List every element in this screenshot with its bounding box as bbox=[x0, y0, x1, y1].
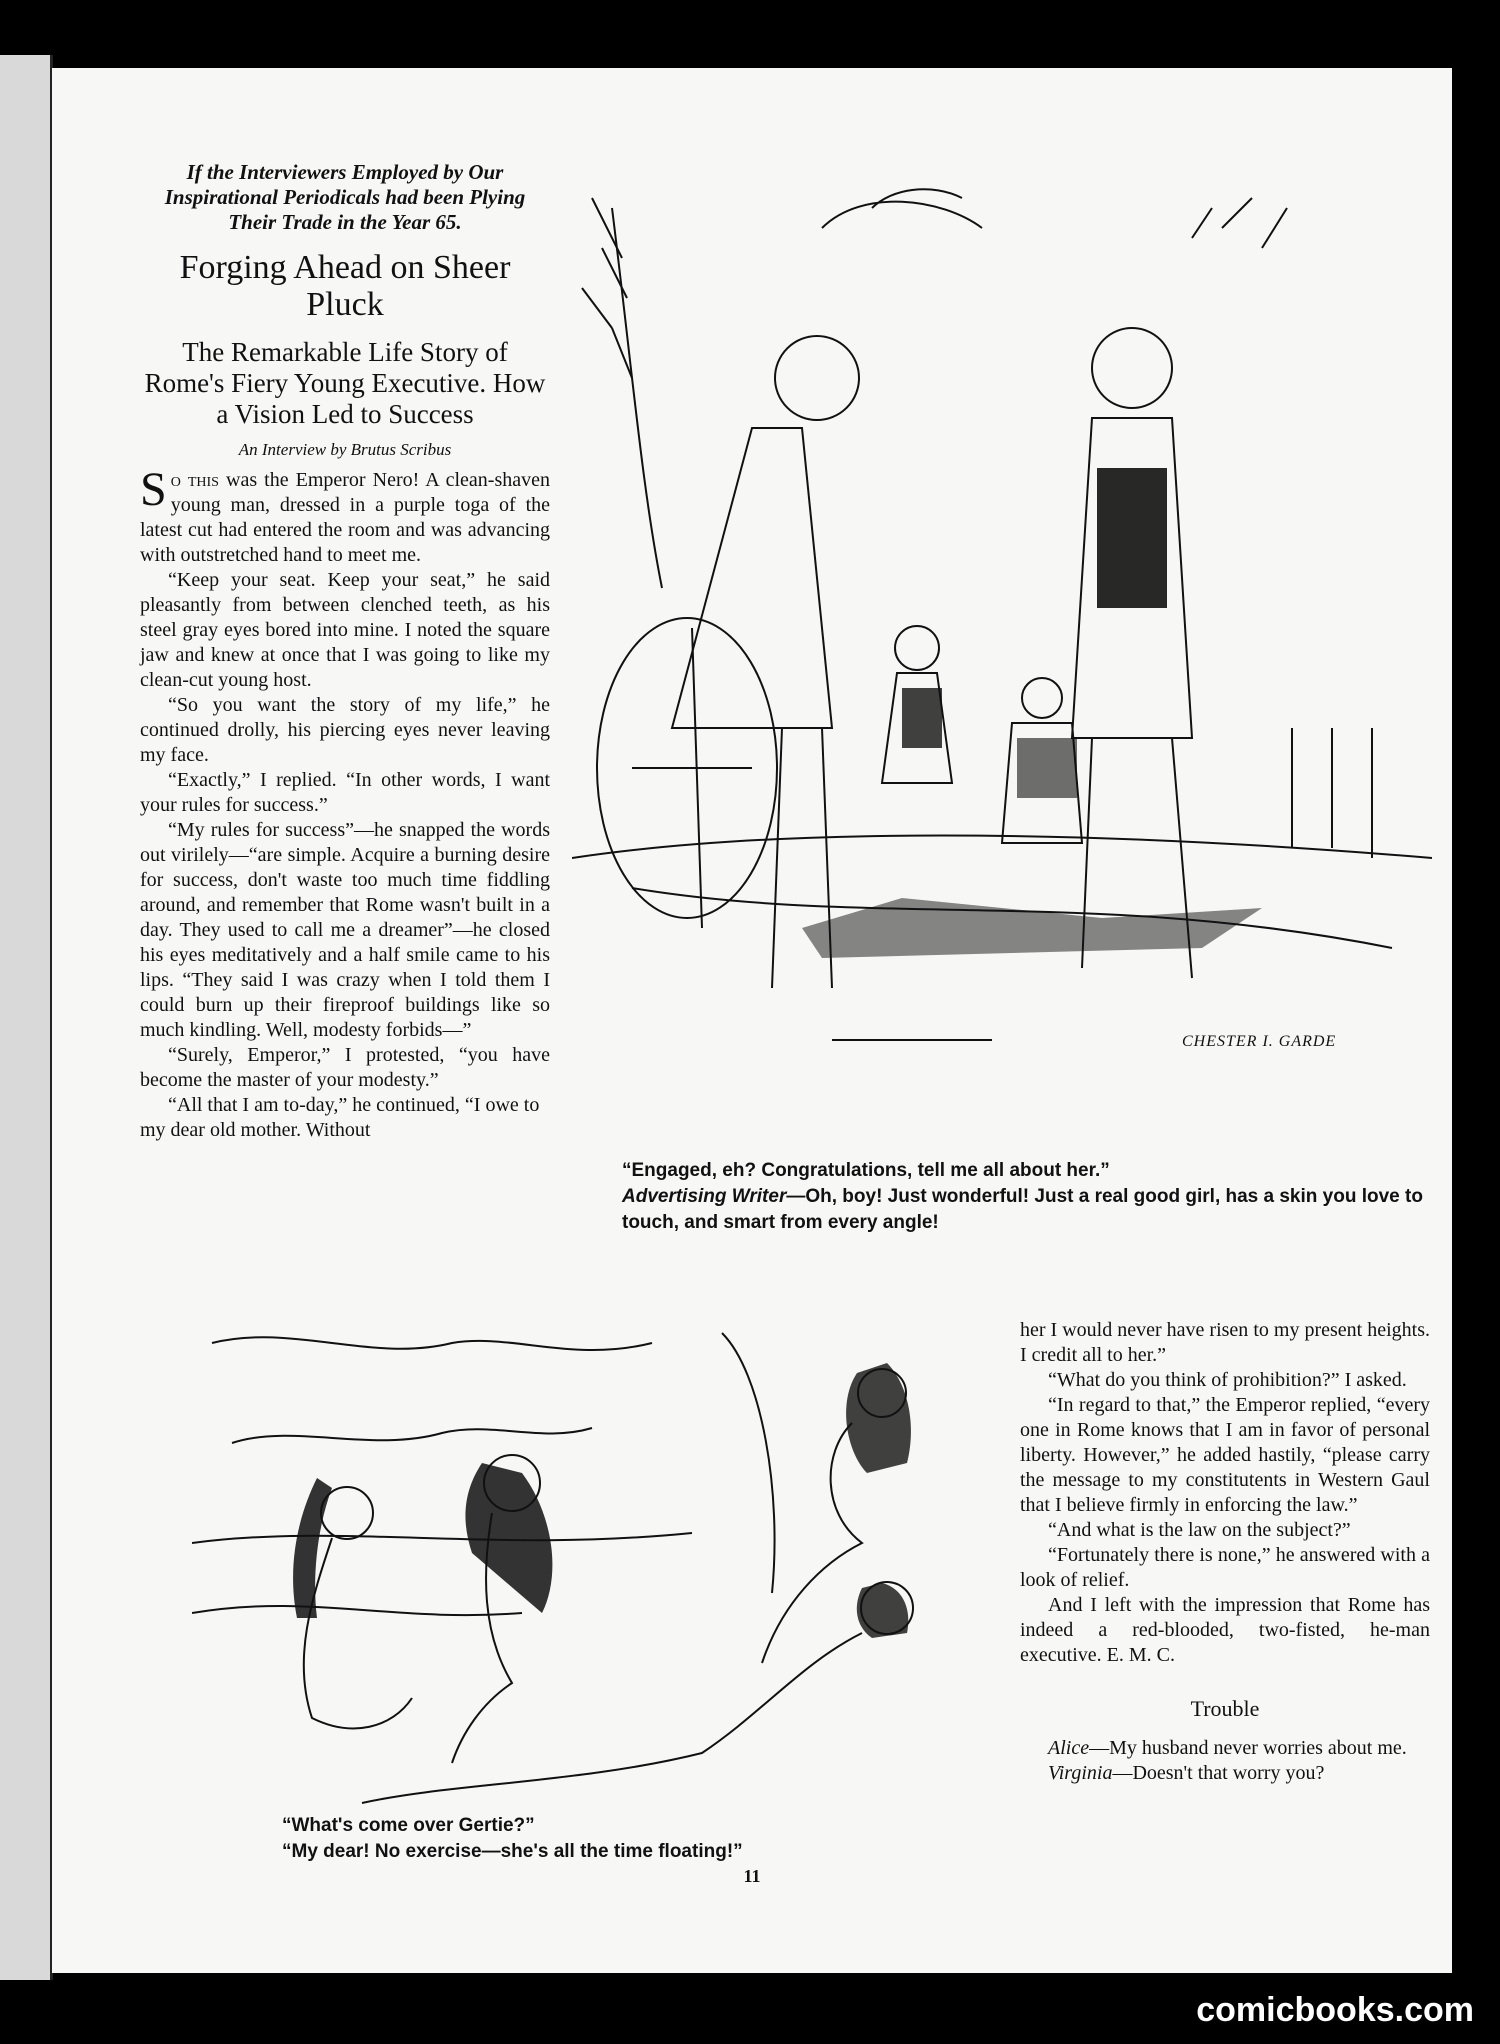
paragraph: “So you want the story of my life,” he continued drolly, his piercing eyes never leaving my face. bbox=[140, 694, 550, 766]
paragraph: “In regard to that,” the Emperor replied, “every one in Rome knows that I am in favor of personal liberty. However,” he added hastily, “please carry the message to my constitutents in Western Gaul that I believe firmly in enforcing the law.” bbox=[1020, 1394, 1430, 1516]
trouble-speaker-1: Alice bbox=[1048, 1737, 1090, 1759]
article-deck: The Remarkable Life Story of Rome's Fiery Young Executive. How a Vision Led to Success bbox=[144, 337, 546, 429]
paragraph: “Surely, Emperor,” I protested, “you have become the master of your modesty.” bbox=[140, 1044, 550, 1091]
trouble-speaker-2: Virginia bbox=[1048, 1762, 1113, 1784]
paragraph: “Fortunately there is none,” he answered with a look of relief. bbox=[1020, 1544, 1430, 1591]
paragraph: “My rules for success”—he snapped the words out virilely—“are simple. Acquire a burning desire for success, don't waste too much time fiddling around, and remember that Rome wasn't built in a day. They used to call me a dreamer”—he closed his eyes meditatively and a half smile came to his lips. “They said I was crazy when I told them I could burn up their fireproof buildings like so much kindling. Well, modesty forbids—” bbox=[140, 819, 550, 1041]
paragraph: her I would never have risen to my present heights. I credit all to her.” bbox=[1020, 1319, 1430, 1366]
paragraph: “All that I am to-day,” he continued, “I owe to my dear old mother. Without bbox=[140, 1094, 540, 1141]
mermaid-cartoon-drawing bbox=[192, 1313, 1022, 1833]
article-column-2 bbox=[1020, 1318, 1430, 1786]
article-kicker: If the Interviewers Employed by Our Inspirational Periodicals had been Plying Their Trade in the Year 65. bbox=[164, 160, 526, 234]
paragraph: “And what is the law on the subject?” bbox=[1048, 1519, 1351, 1541]
article-byline: An Interview by Brutus Scribus bbox=[238, 440, 452, 459]
mermaid-caption-line1: “What's come over Gertie?” bbox=[282, 1815, 535, 1836]
mermaid-cartoon bbox=[192, 1313, 1022, 1833]
paragraph: And I left with the impression that Rome has indeed a red-blooded, two-fisted, he-man executive. E. M. C. bbox=[1020, 1594, 1430, 1666]
trouble-text-1: —My husband never worries about me. bbox=[1089, 1737, 1407, 1759]
trouble-title: Trouble bbox=[1190, 1696, 1260, 1721]
lead-paragraph bbox=[140, 463, 550, 568]
watermark: comicbooks.com bbox=[1196, 1991, 1474, 2029]
beach-caption-speaker: Advertising Writer bbox=[622, 1186, 787, 1207]
article-column-1 bbox=[140, 160, 550, 1143]
lead-smallcaps: o this bbox=[170, 469, 219, 491]
trouble-line-1 bbox=[1020, 1736, 1430, 1761]
beach-caption-line2 bbox=[592, 1184, 1432, 1236]
beach-cartoon-drawing bbox=[572, 168, 1432, 1178]
page-number: 11 bbox=[743, 1866, 761, 1886]
adjacent-page-edge bbox=[0, 55, 53, 1980]
paragraph: “Keep your seat. Keep your seat,” he said pleasantly from between clenched teeth, as his steel gray eyes bored into mine. I noted the square jaw and knew at once that I was going to like my clean-cut young host. bbox=[140, 569, 550, 691]
paragraph: “Exactly,” I replied. “In other words, I want your rules for success.” bbox=[140, 769, 550, 816]
beach-caption-line1: “Engaged, eh? Congratulations, tell me all about her.” bbox=[622, 1160, 1110, 1181]
beach-cartoon-signature: CHESTER I. GARDE bbox=[1182, 1033, 1337, 1050]
beach-cartoon-caption bbox=[592, 1158, 1432, 1236]
magazine-page bbox=[52, 68, 1452, 1973]
mermaid-caption-line2: “My dear! No exercise—she's all the time floating!” bbox=[282, 1841, 743, 1862]
drop-cap: S bbox=[140, 463, 167, 516]
mermaid-cartoon-caption bbox=[282, 1813, 982, 1865]
article-headline: Forging Ahead on Sheer Pluck bbox=[179, 249, 511, 323]
lead-text: was the Emperor Nero! A clean-shaven young man, dressed in a purple toga of the latest cut had entered the room and was advancing with outstretched hand to meet me. bbox=[140, 469, 550, 566]
trouble-line-2 bbox=[1020, 1761, 1430, 1786]
beach-caption-text: —Oh, boy! Just wonderful! Just a real good girl, has a skin you love to touch, and smart from every angle! bbox=[622, 1186, 1423, 1233]
beach-cartoon bbox=[572, 168, 1432, 1178]
trouble-text-2: —Doesn't that worry you? bbox=[1112, 1762, 1325, 1784]
paragraph: “What do you think of prohibition?” I asked. bbox=[1048, 1369, 1407, 1391]
